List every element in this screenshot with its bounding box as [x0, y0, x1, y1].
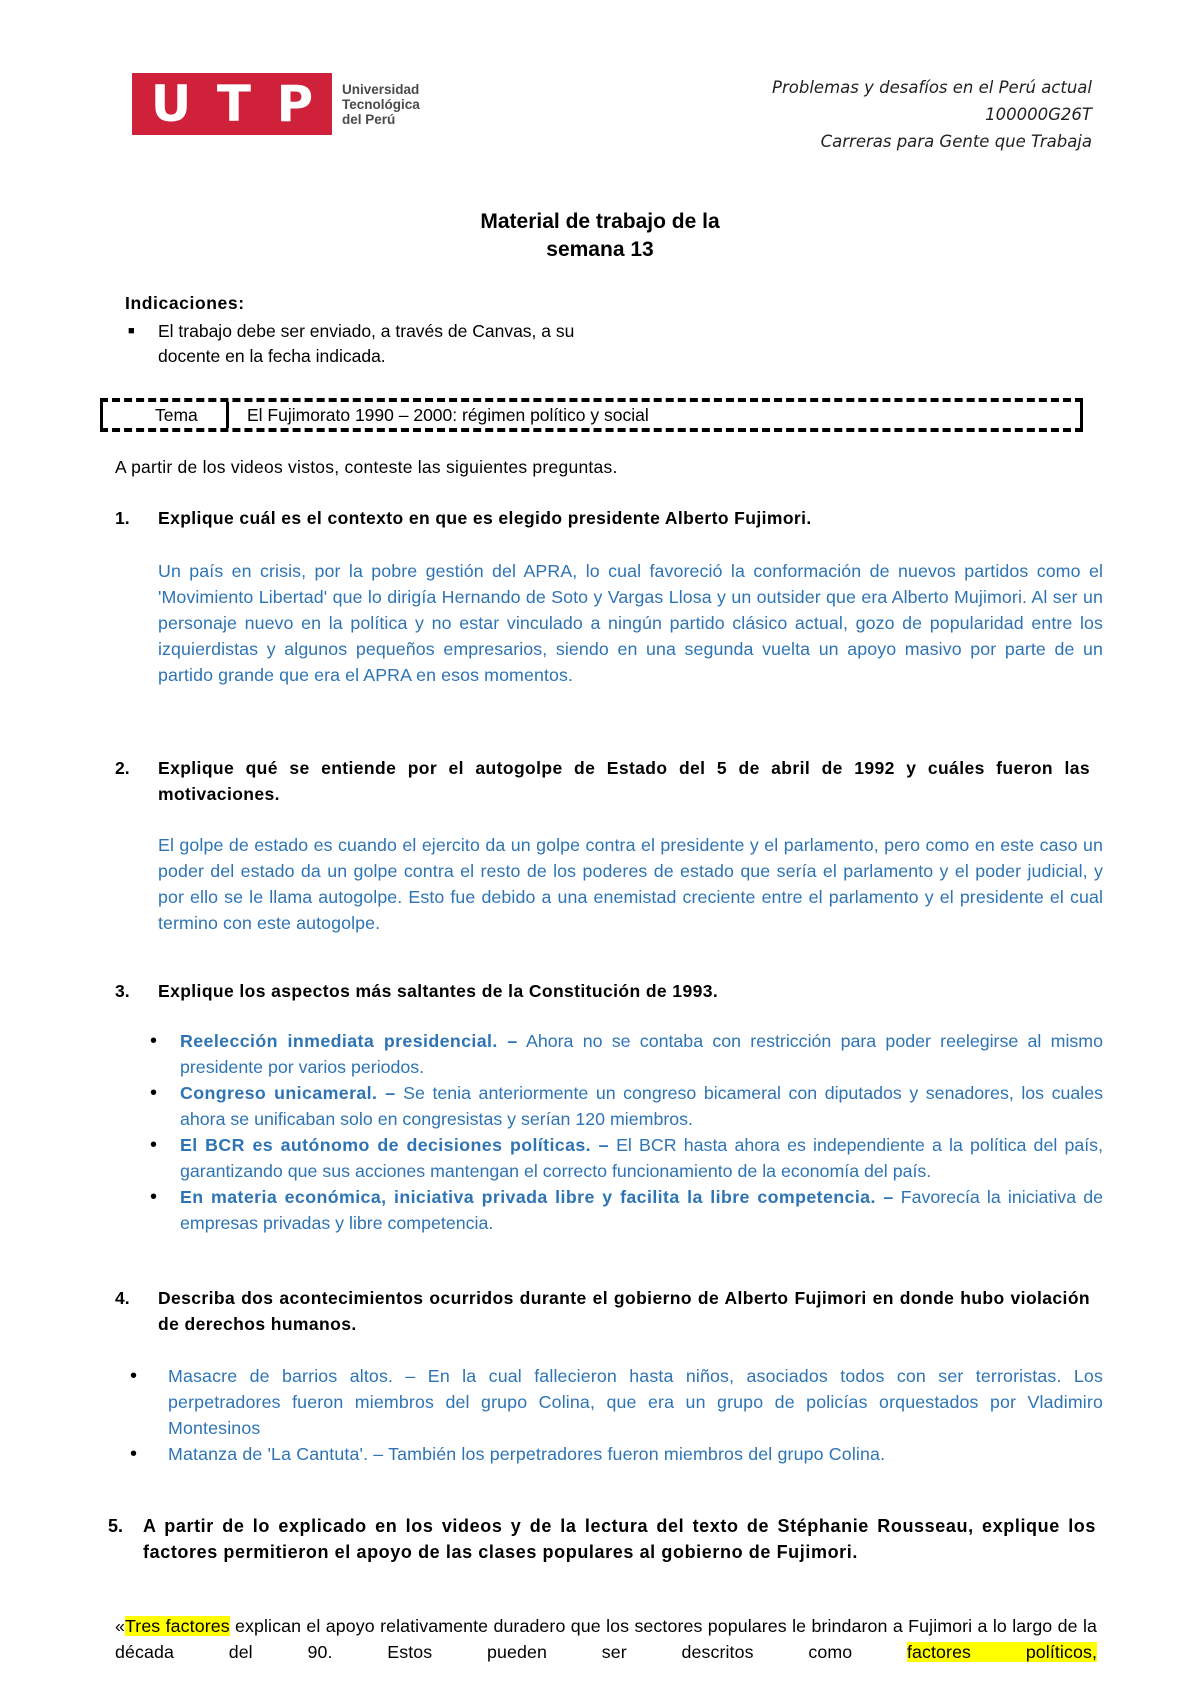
logo-letter-u: U — [150, 75, 192, 133]
logo-wordmark — [342, 82, 420, 127]
question-4 — [115, 1285, 1090, 1337]
title-line-1: Material de trabajo de la — [480, 210, 720, 233]
question-text: Explique cuál es el contexto en que es elegido presidente Alberto Fujimori. — [158, 508, 812, 528]
question-text: A partir de lo explicado en los videos y de la lectura del texto de Stéphanie Rousseau, explique los factores permitieron el apoyo de las clases populares al gobierno de Fujimori. — [143, 1516, 1096, 1562]
question-5 — [108, 1513, 1096, 1565]
square-bullet-icon: ■ — [128, 325, 135, 337]
list-item-text: Favorecía la iniciativa de empresas privadas y libre competencia. — [180, 1187, 1103, 1233]
course-name: Problemas y desafíos en el Perú actual — [772, 78, 1092, 97]
list-item — [150, 1080, 1103, 1132]
question-text: Describa dos acontecimientos ocurridos durante el gobierno de Alberto Fujimori en donde hubo violación de derechos humanos. — [158, 1288, 1090, 1334]
highlighted-text: Tres factores — [125, 1616, 230, 1636]
question-3 — [115, 978, 1090, 1004]
list-item-text: Masacre de barrios altos. – En la cual fallecieron hasta niños, asociados todos con ser terroristas. Los perpetradores fueron miembros del grupo Colina, que era un grupo de policías orquestados por Vladimiro Montesinos — [168, 1366, 1103, 1438]
list-item — [130, 1363, 1103, 1441]
list-item-text: El BCR hasta ahora es independiente a la política del país, garantizando que sus acciones mantengan el correcto funcionamiento de la economía del país. — [180, 1135, 1104, 1181]
program-name: Carreras para Gente que Trabaja — [820, 132, 1092, 151]
question-number: 5. — [108, 1516, 124, 1536]
indications-item — [128, 319, 574, 369]
list-item-title: Congreso unicameral. – — [180, 1083, 396, 1103]
list-item-text: Matanza de 'La Cantuta'. – También los perpetradores fueron miembros del grupo Colina. — [168, 1444, 886, 1464]
bullet-icon: • — [150, 1134, 158, 1156]
indications-line-2: docente en la fecha indicada. — [158, 346, 386, 366]
highlighted-text: factores políticos, — [907, 1642, 1097, 1662]
answer-2: El golpe de estado es cuando el ejercito da un golpe contra el presidente y el parlamento, pero como en este caso un poder del estado da un golpe contra el resto de los poderes de estado que sería el parlamento y el poder judicial, y por ello se le llama autogolpe. Esto fue debido a una enemistad creciente entre el parlamento y el presidente el cual termino con este autogolpe. — [158, 835, 1103, 933]
question-text: Explique qué se entiende por el autogolpe de Estado del 5 de abril de 1992 y cuáles fueron las motivaciones. — [158, 758, 1090, 804]
list-item-title: Reelección inmediata presidencial. – — [180, 1031, 518, 1051]
list-item — [150, 1028, 1103, 1080]
utp-logo — [132, 73, 420, 135]
tema-label: Tema — [103, 402, 229, 428]
question-number: 1. — [115, 508, 130, 528]
question-number: 3. — [115, 981, 130, 1001]
question-1 — [115, 505, 1090, 531]
question-2 — [115, 755, 1090, 807]
logo-line-3: del Perú — [342, 111, 396, 127]
list-item — [130, 1441, 1103, 1467]
list-item — [150, 1184, 1103, 1236]
answer-4-list — [130, 1363, 1103, 1467]
page-title — [0, 208, 1200, 264]
indications-label: Indicaciones: — [125, 293, 245, 313]
title-line-2: semana 13 — [546, 238, 654, 261]
course-code: 100000G26T — [985, 105, 1092, 124]
bullet-icon: • — [130, 1443, 138, 1465]
bullet-icon: • — [150, 1082, 158, 1104]
quote-paragraph — [115, 1613, 1097, 1665]
bullet-icon: • — [150, 1030, 158, 1052]
question-text: Explique los aspectos más saltantes de la Constitución de 1993. — [158, 981, 719, 1001]
list-item-text: Ahora no se contaba con restricción para poder reelegirse al mismo presidente por varios periodos. — [180, 1031, 1103, 1077]
answer-1: Un país en crisis, por la pobre gestión del APRA, lo cual favoreció la conformación de nuevos partidos como el 'Movimiento Libertad' que lo dirigía Hernando de Soto y Vargas Llosa y un outsider que era Alberto Mujimori. Al ser un personaje nuevo en la política y no estar vinculado a ningún partido clásico actual, gozo de popularidad entre los izquierdistas y algunos pequeños empresarios, siendo en una segunda vuelta un apoyo masivo por parte de un partido grande que era el APRA en esos momentos. — [158, 561, 1103, 685]
list-item-title: El BCR es autónomo de decisiones políticas. – — [180, 1135, 609, 1155]
bullet-icon: • — [130, 1365, 138, 1387]
tema-table — [100, 398, 1083, 432]
intro-text: A partir de los videos vistos, conteste las siguientes preguntas. — [115, 457, 618, 477]
bullet-icon: • — [150, 1186, 158, 1208]
quote-open-mark: « — [115, 1616, 125, 1636]
question-number: 4. — [115, 1288, 130, 1308]
logo-line-1: Universidad — [342, 81, 420, 97]
logo-letter-t: T — [216, 75, 252, 133]
indications-line-1: El trabajo debe ser enviado, a través de Canvas, a su — [158, 321, 575, 341]
list-item-text: Se tenia anteriormente un congreso bicameral con diputados y senadores, los cuales ahora se unificaban solo en congresistas y serían 120 miembros. — [180, 1083, 1103, 1129]
document-header — [772, 74, 1092, 155]
question-number: 2. — [115, 758, 130, 778]
answer-3-list — [150, 1028, 1103, 1236]
logo-mark — [132, 73, 332, 135]
logo-letter-p: P — [276, 75, 314, 133]
list-item-title: En materia económica, iniciativa privada libre y facilita la libre competencia. – — [180, 1187, 894, 1207]
logo-line-2: Tecnológica — [342, 96, 420, 112]
tema-value: El Fujimorato 1990 – 2000: régimen político y social — [247, 404, 649, 425]
quote-text: explican el apoyo relativamente duradero que los sectores populares le brindaron a Fujimori a lo largo de la década del 90. Estos pueden ser descritos como — [115, 1616, 1097, 1662]
list-item — [150, 1132, 1103, 1184]
